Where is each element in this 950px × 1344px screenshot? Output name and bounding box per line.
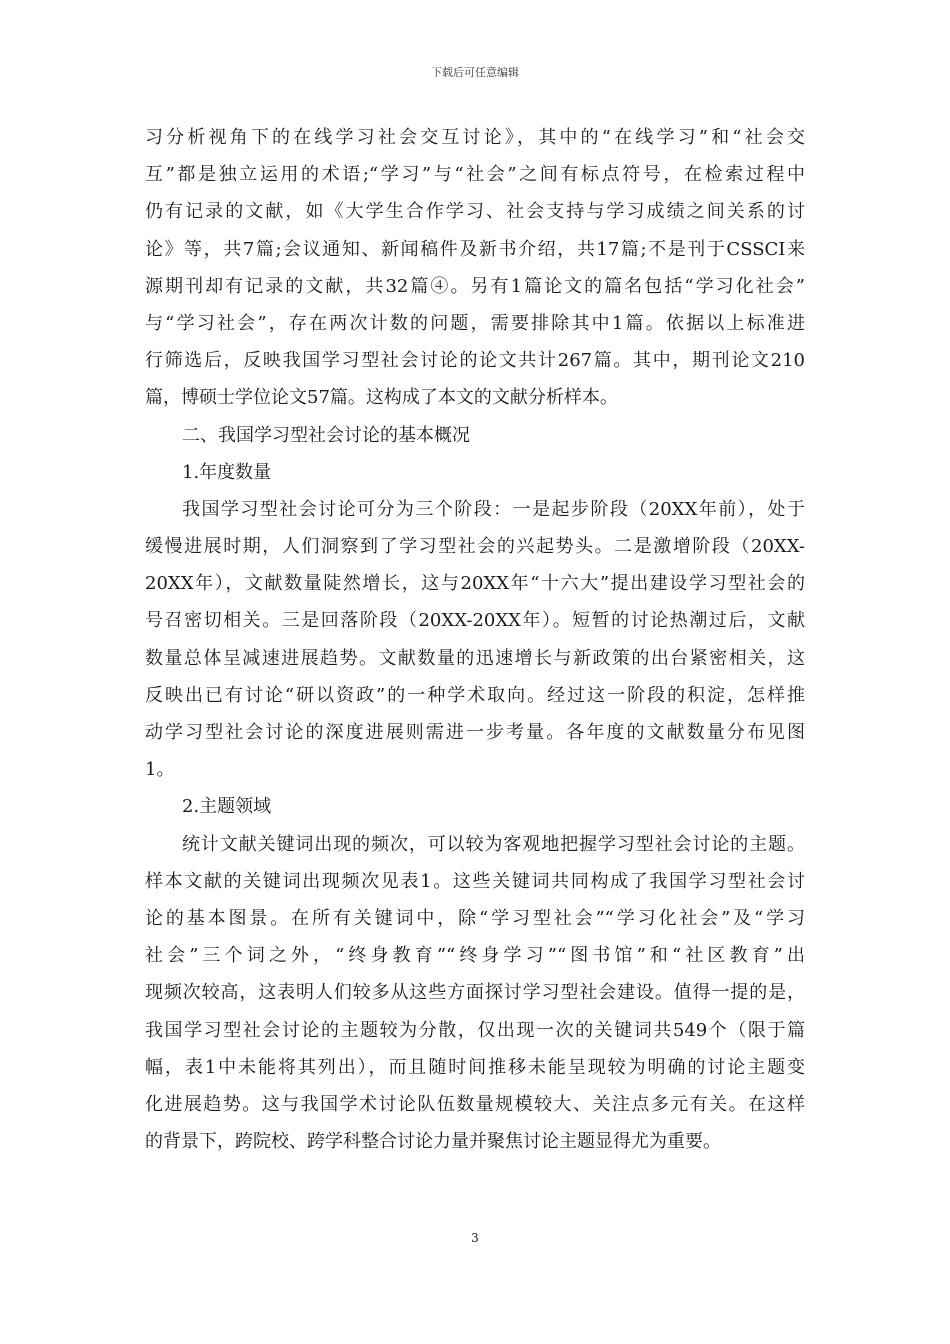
text-line: 号召密切相关。三是回落阶段（20XX-20XX年）。短暂的讨论热潮过后，文献 <box>145 610 805 632</box>
text-line: 样本文献的关键词出现频次见表1。这些关键词共同构成了我国学习型社会讨 <box>145 870 805 892</box>
text-line: 行筛选后，反映我国学习型社会讨论的论文共计267篇。其中，期刊论文210 <box>145 350 805 372</box>
text-line: 我国学习型社会讨论可分为三个阶段：一是起步阶段（20XX年前），处于 <box>182 498 805 520</box>
text-line: 幅，表1中未能将其列出），而且随时间推移未能呈现较为明确的讨论主题变 <box>145 1056 805 1078</box>
text-line: 仍有记录的文献，如《大学生合作学习、社会支持与学习成绩之间关系的讨 <box>145 201 805 223</box>
text-line: 2.主题领域 <box>182 796 272 818</box>
page-number: 3 <box>471 1231 479 1245</box>
text-line: 社会”三个词之外，“终身教育”“终身学习”“图书馆”和“社区教育”出 <box>145 945 805 967</box>
text-line: 动学习型社会讨论的深度进展则需进一步考量。各年度的文献数量分布见图 <box>145 722 805 743</box>
text-line: 与“学习社会”，存在两次计数的问题，需要排除其中1篇。依据以上标准进 <box>145 312 805 334</box>
text-line: 1。 <box>145 759 175 781</box>
text-line: 论》等，共7篇;会议通知、新闻稿件及新书介绍，共17篇;不是刊于CSSCI来 <box>145 238 805 260</box>
text-line: 1.年度数量 <box>182 461 272 483</box>
text-line: 源期刊却有记录的文献，共32篇④。另有1篇论文的篇名包括“学习化社会” <box>145 275 805 297</box>
text-line: 我国学习型社会讨论的主题较为分散，仅出现一次的关键词共549个（限于篇 <box>145 1019 805 1041</box>
text-line: 二、我国学习型社会讨论的基本概况 <box>182 424 470 446</box>
text-line: 数量总体呈减速进展趋势。文献数量的迅速增长与新政策的出台紧密相关，这 <box>145 647 805 669</box>
text-line: 20XX年），文献数量陡然增长，这与20XX年“十六大”提出建设学习型社会的 <box>145 573 805 595</box>
text-line: 现频次较高，这表明人们较多从这些方面探讨学习型社会建设。值得一提的是， <box>145 982 805 1004</box>
text-line: 统计文献关键词出现的频次，可以较为客观地把握学习型社会讨论的主题。 <box>182 833 805 855</box>
page-header: 下载后可任意编辑 <box>431 66 519 79</box>
text-line: 互”都是独立运用的术语;“学习”与“社会”之间有标点符号，在检索过程中 <box>145 164 805 186</box>
text-line: 习分析视角下的在线学习社会交互讨论》，其中的“在线学习”和“社会交 <box>145 127 805 148</box>
text-line: 缓慢进展时期，人们洞察到了学习型社会的兴起势头。二是激增阶段（20XX- <box>145 536 805 558</box>
text-line: 篇，博硕士学位论文57篇。这构成了本文的文献分析样本。 <box>145 387 618 409</box>
text-line: 的背景下，跨院校、跨学科整合讨论力量并聚焦讨论主题显得尤为重要。 <box>145 1131 721 1153</box>
text-line: 化进展趋势。这与我国学术讨论队伍数量规模较大、关注点多元有关。在这样 <box>145 1093 805 1115</box>
text-line: 论的基本图景。在所有关键词中，除“学习型社会”“学习化社会”及“学习 <box>145 907 805 929</box>
document-body <box>145 119 805 1160</box>
text-line: 反映出已有讨论“研以资政”的一种学术取向。经过这一阶段的积淀，怎样推 <box>145 684 805 706</box>
